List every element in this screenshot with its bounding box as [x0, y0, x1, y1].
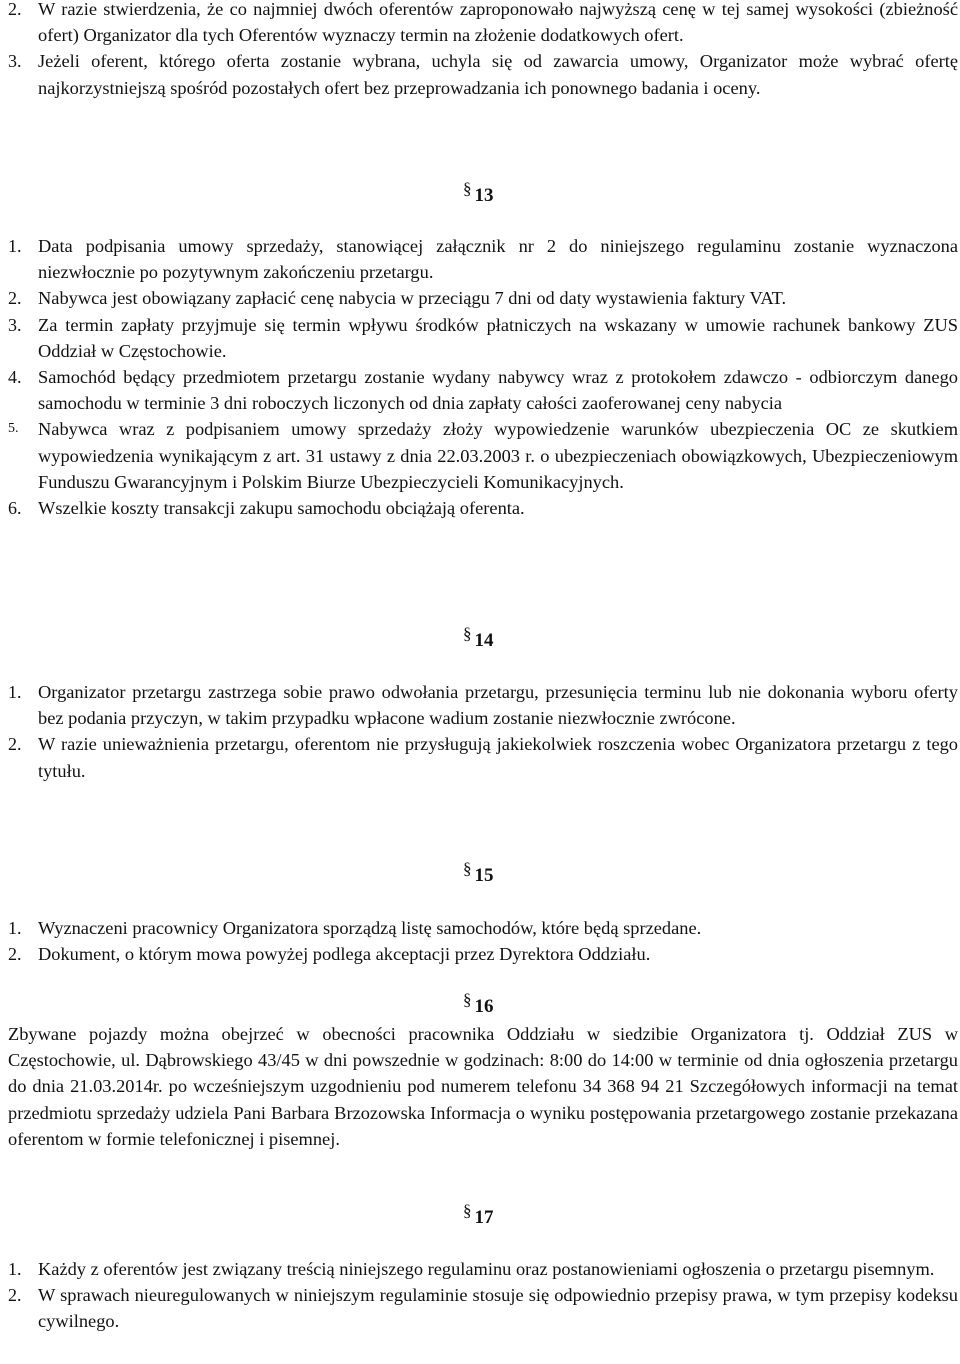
item-number: 3. — [8, 314, 22, 335]
list-item — [8, 48, 958, 100]
section-symbol: § — [463, 859, 472, 878]
item-text: Wyznaczeni pracownicy Organizatora sporządzą listę samochodów, które będą sprzedane. — [38, 918, 702, 938]
item-number: 2. — [8, 734, 22, 755]
section-number: 13 — [474, 185, 494, 206]
list-item — [8, 0, 958, 48]
section-14-items — [8, 679, 958, 784]
item-number: 4. — [8, 367, 22, 388]
section-16-body — [8, 1021, 958, 1152]
list-item — [8, 495, 958, 521]
section-symbol: § — [463, 990, 472, 1009]
list-item — [8, 1256, 958, 1282]
section-symbol: § — [463, 624, 472, 643]
item-number: 2. — [8, 1285, 22, 1306]
item-text: Dokument, o którym mowa powyżej podlega akceptacji przez Dyrektora Oddziału. — [38, 944, 651, 965]
item-text: W sprawach nieuregulowanych w niniejszym regulaminie stosuje się odpowiednio przepisy prawa, w tym przepisy kodeksu cywilnego. — [38, 1285, 958, 1332]
list-item — [8, 731, 958, 783]
item-text: W razie unieważnienia przetargu, oferentom nie przysługują jakiekolwiek roszczenia wobec Organizatora przetargu z tego tytułu. — [38, 734, 958, 781]
item-text: Data podpisania umowy sprzedaży, stanowiącej załącznik nr 2 do niniejszego regulaminu zostanie wyznaczona niezwłocznie po pozytywnym zakończeniu przetargu. — [38, 236, 958, 283]
list-item — [8, 364, 958, 416]
item-number: 3. — [8, 51, 22, 72]
section-17-items — [8, 1256, 958, 1335]
list-item — [8, 233, 958, 285]
list-item — [8, 312, 958, 364]
list-item — [8, 679, 958, 731]
list-item — [8, 941, 958, 967]
item-text: Nabywca wraz z podpisaniem umowy sprzedaży złoży wypowiedzenie warunków ubezpieczenia OC ze skutkiem wypowiedzenia wynikającym z art. 31 ustawy z dnia 22.03.2003 r. o ubezpieczeniach obowiązkowych, Ubezpieczeniowym Funduszu Gwarancyjnym i Polskim Biurze Ubezpieczycieli Komunikacyjnych. — [38, 419, 958, 492]
section-heading-15 — [463, 859, 494, 889]
item-number: 2. — [8, 944, 22, 965]
item-text: Organizator przetargu zastrzega sobie prawo odwołania przetargu, przesunięcia terminu lub nie dokonania wyboru oferty bez podania przyczyn, w takim przypadku wpłacone wadium zostanie niezwłocznie zwrócone. — [38, 682, 958, 729]
item-text: Wszelkie koszty transakcji zakupu samochodu obciążają oferenta. — [38, 498, 525, 519]
item-number: 5. — [8, 421, 19, 437]
list-item — [8, 285, 958, 311]
section-number: 16 — [474, 996, 494, 1017]
section-number: 15 — [474, 865, 494, 886]
section-15-items — [8, 915, 958, 967]
item-text: Nabywca jest obowiązany zapłacić cenę nabycia w przeciągu 7 dni od daty wystawienia faktury VAT. — [38, 288, 787, 309]
section-heading-17 — [463, 1201, 494, 1231]
list-item — [8, 1282, 958, 1334]
item-text: Jeżeli oferent, którego oferta zostanie wybrana, uchyla się od zawarcia umowy, Organizator może wybrać ofertę najkorzystniejszą spośród pozostałych ofert bez przeprowadzania ich ponownego badania i oceny. — [38, 51, 958, 98]
section-symbol: § — [463, 1201, 472, 1220]
top-items — [8, 0, 958, 101]
item-number: 1. — [8, 682, 22, 702]
item-text: W razie stwierdzenia, że co najmniej dwóch oferentów zaproponowało najwyższą cenę w tej samej wysokości (zbieżność ofert) Organizator dla tych Oferentów wyznaczy termin na złożenie dodatkowych ofert. — [38, 0, 958, 46]
item-number: 1. — [8, 1259, 22, 1279]
item-number: 1. — [8, 236, 22, 256]
section-number: 17 — [474, 1207, 494, 1228]
section-13-items — [8, 233, 958, 521]
section-symbol: § — [463, 179, 472, 198]
item-text: Każdy z oferentów jest związany treścią niniejszego regulaminu oraz postanowieniami ogłoszenia o przetargu pisemnym. — [38, 1259, 935, 1279]
section-heading-13 — [463, 179, 494, 209]
list-item — [8, 915, 958, 941]
item-text: Za termin zapłaty przyjmuje się termin wpływu środków płatniczych na wskazany w umowie rachunek bankowy ZUS Oddział w Częstochowie. — [38, 314, 958, 361]
list-item — [8, 416, 958, 495]
section-heading-14 — [463, 624, 494, 654]
item-number: 6. — [8, 498, 22, 519]
item-number: 2. — [8, 0, 22, 19]
item-text: Samochód będący przedmiotem przetargu zostanie wydany nabywcy wraz z protokołem zdawczo - odbiorczym danego samochodu w terminie 3 dni roboczych liczonych od dnia zapłaty całości zaoferowanej ceny nabycia — [38, 367, 958, 414]
item-number: 2. — [8, 288, 22, 309]
item-number: 1. — [8, 918, 22, 938]
section-paragraph: Zbywane pojazdy można obejrzeć w obecności pracownika Oddziału w siedzibie Organizatora tj. Oddział ZUS w Częstochowie, ul. Dąbrowskiego 43/45 w dni powszednie w godzinach: 8:00 do 14:00 w terminie od dnia ogłoszenia przetargu do dnia 21.03.2014r. po wcześniejszym uzgodnieniu pod numerem telefonu 34 368 94 21 Szczegółowych informacji na temat przedmiotu sprzedaży udziela Pani Barbara Brzozowska Informacja o wyniku postępowania przetargowego zostanie przekazana oferentom w formie telefonicznej i pisemnej. — [8, 1024, 958, 1149]
section-number: 14 — [474, 630, 494, 651]
section-heading-16 — [463, 990, 494, 1020]
